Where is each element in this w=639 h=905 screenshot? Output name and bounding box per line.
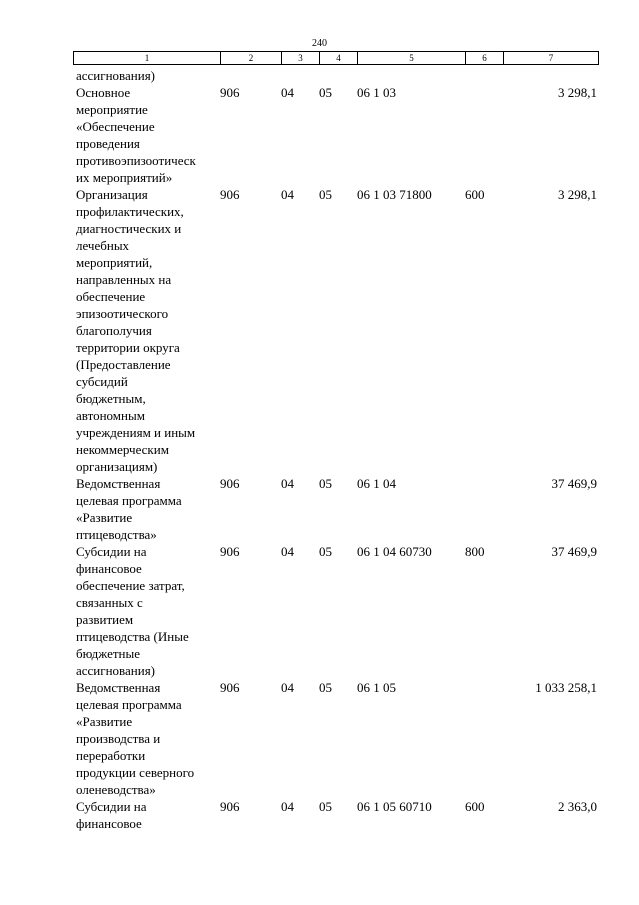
row-target: 06 1 03 (357, 85, 396, 100)
row-name: ассигнования) (76, 68, 156, 83)
row-section: 04 (281, 476, 294, 491)
row-amount (503, 67, 597, 84)
header-col-3: 3 (282, 52, 320, 64)
row-section: 04 (281, 187, 294, 202)
row-type (465, 679, 503, 798)
table-row (73, 84, 597, 186)
row-amount: 2 363,0 (558, 799, 597, 814)
row-name: Субсидии на финансовое обеспечение затрат, связанных с развитием птицеводства (Иные бюджетные ассигнования) (76, 544, 189, 678)
row-name: Ведомственная целевая программа «Развитие производства и переработки продукции северного оленеводства» (76, 680, 195, 797)
row-type: 600 (465, 187, 485, 202)
row-subsection: 05 (319, 476, 332, 491)
table-body (73, 67, 597, 832)
row-target: 06 1 04 60730 (357, 544, 432, 559)
row-amount: 1 033 258,1 (535, 680, 597, 695)
header-col-2: 2 (221, 52, 282, 64)
row-code: 906 (220, 476, 240, 491)
row-name: Основное мероприятие «Обеспечение проведения противоэпизоотическ их мероприятий» (76, 85, 196, 185)
row-target: 06 1 04 (357, 476, 396, 491)
row-section: 04 (281, 85, 294, 100)
row-section: 04 (281, 799, 294, 814)
row-type (465, 475, 503, 543)
row-section: 04 (281, 544, 294, 559)
row-type: 600 (465, 799, 485, 814)
header-col-7: 7 (548, 53, 554, 63)
header-col-6: 6 (466, 52, 504, 64)
row-code: 906 (220, 544, 240, 559)
table-row (73, 186, 597, 475)
table-row (73, 67, 597, 84)
row-section: 04 (281, 680, 294, 695)
row-target: 06 1 03 71800 (357, 187, 432, 202)
row-subsection: 05 (319, 85, 332, 100)
page-number: 240 (312, 38, 327, 49)
row-code: 906 (220, 680, 240, 695)
row-code: 906 (220, 799, 240, 814)
row-code: 906 (220, 85, 240, 100)
row-subsection: 05 (319, 544, 332, 559)
row-amount: 37 469,9 (551, 544, 597, 559)
row-subsection: 05 (319, 799, 332, 814)
row-name: Субсидии на финансовое (76, 799, 147, 831)
row-code: 906 (220, 187, 240, 202)
row-code (220, 67, 281, 84)
table-row (73, 679, 597, 798)
table-row (73, 475, 597, 543)
row-target: 06 1 05 (357, 680, 396, 695)
row-subsection: 05 (319, 680, 332, 695)
row-amount: 3 298,1 (558, 85, 597, 100)
row-subsection: 05 (319, 187, 332, 202)
table-row (73, 798, 597, 832)
row-name: Организация профилактических, диагностических и лечебных мероприятий, направленных на обеспечение эпизоотического благополучия территории округа (Предоставление субсидий бюджетным, автономным учреждениям и иным некоммерческим организациям) (76, 187, 196, 474)
row-amount: 3 298,1 (558, 187, 597, 202)
row-type (465, 67, 503, 84)
row-section (281, 67, 319, 84)
header-col-4: 4 (320, 52, 358, 64)
table-row (73, 543, 597, 679)
row-amount: 37 469,9 (551, 476, 597, 491)
row-target (357, 67, 465, 84)
header-col-1: 1 (74, 52, 221, 64)
header-col-5: 5 (358, 52, 466, 64)
row-type: 800 (465, 544, 485, 559)
row-type (465, 84, 503, 186)
row-subsection (319, 67, 357, 84)
table-header (73, 51, 599, 65)
row-target: 06 1 05 60710 (357, 799, 432, 814)
row-name: Ведомственная целевая программа «Развитие птицеводства» (76, 476, 182, 542)
